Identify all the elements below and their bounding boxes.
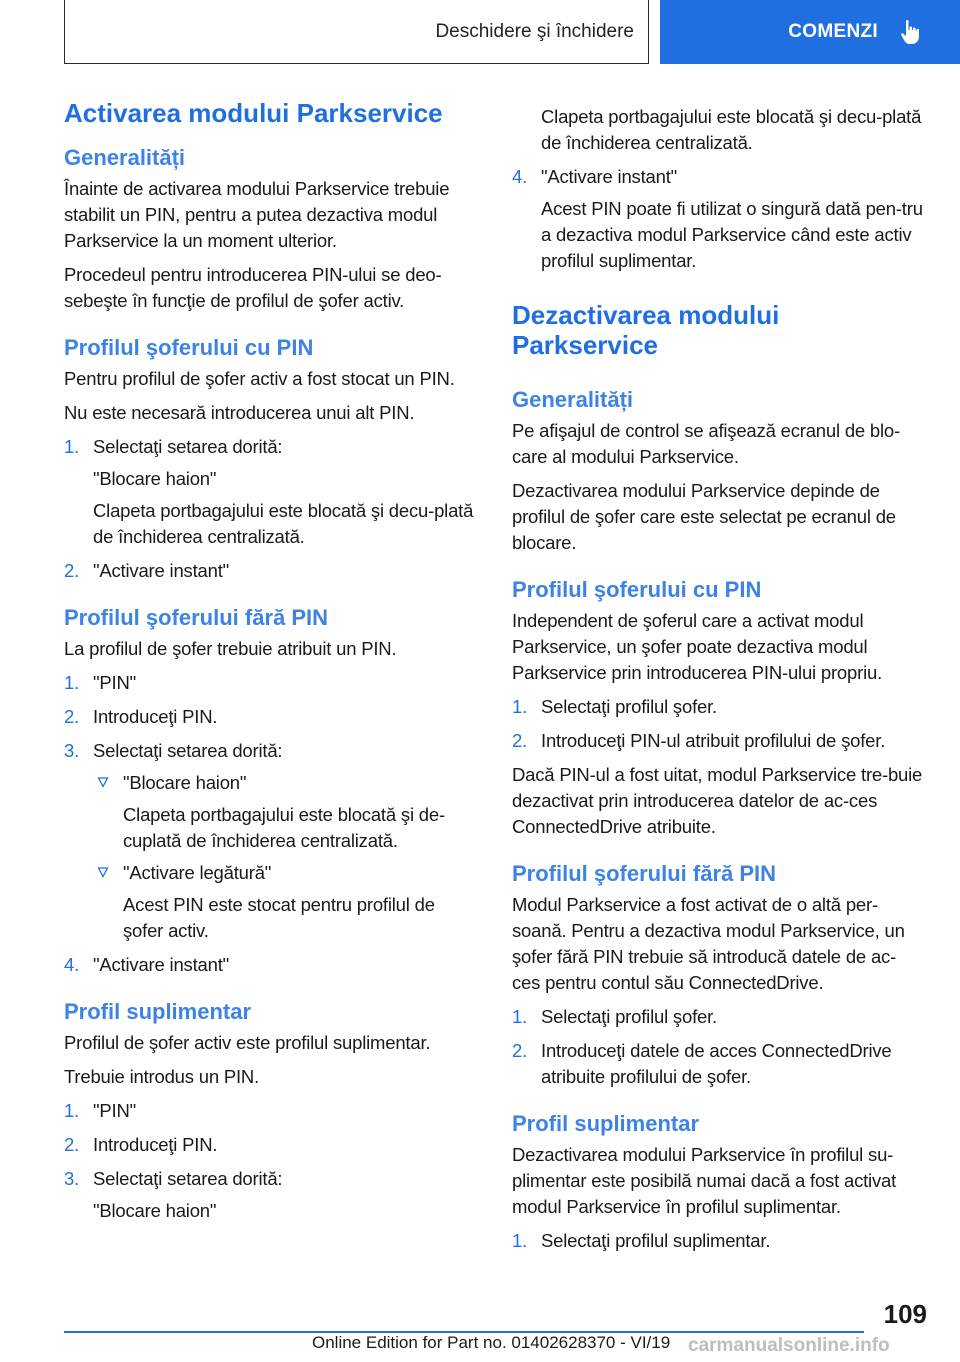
step-number: 1. <box>512 1230 528 1251</box>
step-number: 3. <box>64 740 80 761</box>
paragraph: Trebuie introdus un PIN. <box>64 1066 260 1087</box>
paragraph: Pe afişajul de control se afişează ecranul de blo‐care al modului Parkservice. <box>512 420 900 467</box>
step-number: 2. <box>64 706 80 727</box>
list-item: 2. Introduceţi PIN. <box>64 704 476 730</box>
list-item: 2. Introduceţi PIN. <box>64 1132 476 1158</box>
edition-text: Online Edition for Part no. 01402628370 - VI/19 <box>312 1333 671 1352</box>
paragraph: Înainte de activarea modului Parkservice trebuie stabilit un PIN, pentru a putea dezactiva modul Parkservice la un moment ulterior. <box>64 178 450 251</box>
triangle-bullet-icon <box>97 866 109 878</box>
bullet-item: "Blocare haion" Clapeta portbagajului este blocată şi de‐cuplată de închiderea centralizată. <box>93 770 476 854</box>
hand-pointer-icon <box>900 19 922 45</box>
step-number: 4. <box>64 954 80 975</box>
subheading-driver-without-pin: Profilul şoferului fără PIN <box>64 605 329 630</box>
subheading-additional-profile: Profil suplimentar <box>64 999 252 1024</box>
subheading-general: Generalități <box>512 387 634 412</box>
list-item-continued: Clapeta portbagajului este blocată şi decu‐plată de închiderea centralizată. <box>541 106 922 153</box>
paragraph: Modul Parkservice a fost activat de o altă per‐soană. Pentru a dezactiva modul Parkservice, un şofer fără PIN trebuie să introducă datele de ac‐ces pentru contul său ConnectedDrive. <box>512 894 905 993</box>
step-number: 1. <box>64 436 80 457</box>
subheading-driver-with-pin: Profilul şoferului cu PIN <box>64 335 314 360</box>
list-item: 1. Selectaţi profilul şofer. <box>512 1004 924 1030</box>
step-number: 2. <box>64 560 80 581</box>
left-column <box>64 98 476 1232</box>
section-heading-deactivate: Dezactivarea modului Parkservice <box>512 300 780 360</box>
section-title: Deschidere şi închidere <box>435 20 634 42</box>
list-item: 2. Introduceţi datele de acces ConnectedDrive atribuite profilului de şofer. <box>512 1040 892 1087</box>
list-item: 1. Selectaţi profilul suplimentar. <box>512 1228 924 1254</box>
watermark: carmanualsonline.info <box>688 1335 890 1356</box>
bullet-item: "Activare legătură" Acest PIN este stocat pentru profilul de şofer activ. <box>93 860 476 944</box>
paragraph: Nu este necesară introducerea unui alt PIN. <box>64 402 415 423</box>
step-number: 1. <box>512 1006 528 1027</box>
list-item: 3. Selectaţi setarea dorită: "Blocare haion" Clapeta portbagajului este blocată şi de‐cuplată de închiderea centralizată. "Activare legătură" Acest PIN este stocat pentru profilul de şofer activ. <box>64 738 476 944</box>
paragraph: Dezactivarea modului Parkservice depinde de profilul de şofer care este selectat pe ecranul de blocare. <box>512 480 896 553</box>
list-item: 2. Introduceţi PIN-ul atribuit profilului de şofer. <box>512 728 924 754</box>
step-number: 1. <box>512 696 528 717</box>
list-item: 1. Selectaţi setarea dorită: "Blocare haion" Clapeta portbagajului este blocată şi decu‐plată de închiderea centralizată. <box>64 436 474 547</box>
page-number: 109 <box>883 1299 927 1329</box>
paragraph: Independent de şoferul care a activat modul Parkservice, un şofer poate dezactiva modul Parkservice prin introducerea PIN-ului propriu. <box>512 610 883 683</box>
step-number: 1. <box>64 1100 80 1121</box>
chapter-tab[interactable] <box>660 0 960 64</box>
section-tab[interactable] <box>64 0 649 64</box>
chapter-title: COMENZI <box>788 21 878 42</box>
list-item: 4. "Activare instant" <box>64 952 476 978</box>
step-number: 4. <box>512 166 528 187</box>
subheading-general: Generalități <box>64 145 186 170</box>
subheading-additional-profile: Profil suplimentar <box>512 1111 700 1136</box>
list-item: 3. Selectaţi setarea dorită: "Blocare haion" <box>64 1168 283 1221</box>
right-column <box>512 98 924 1262</box>
paragraph: Dezactivarea modului Parkservice în profilul su‐plimentar este posibilă numai dacă a fost activat modul Parkservice în profilul suplimentar. <box>512 1144 897 1217</box>
step-number: 2. <box>64 1134 80 1155</box>
triangle-bullet-icon <box>97 776 109 788</box>
subheading-driver-without-pin: Profilul şoferului fără PIN <box>512 861 777 886</box>
list-item: 1. "PIN" <box>64 1098 476 1124</box>
paragraph: Pentru profilul de şofer activ a fost stocat un PIN. <box>64 368 455 389</box>
paragraph: Dacă PIN-ul a fost uitat, modul Parkservice tre‐buie dezactivat prin introducerea datelor de ac‐ces ConnectedDrive atribuite. <box>512 764 923 837</box>
list-item: 1. Selectaţi profilul şofer. <box>512 694 924 720</box>
step-number: 2. <box>512 730 528 751</box>
step-number: 2. <box>512 1040 528 1061</box>
subheading-driver-with-pin: Profilul şoferului cu PIN <box>512 577 762 602</box>
paragraph: Procedeul pentru introducerea PIN-ului se deo‐sebeşte în funcţie de profilul de şofer activ. <box>64 264 442 311</box>
section-heading-activate: Activarea modului Parkservice <box>64 98 443 128</box>
list-item: 4. "Activare instant" Acest PIN poate fi utilizat o singură dată pen‐tru a dezactiva modul Parkservice când este activ profilul suplimentar. <box>512 166 923 271</box>
step-number: 3. <box>64 1168 80 1189</box>
page-header <box>0 0 960 66</box>
paragraph: La profilul de şofer trebuie atribuit un PIN. <box>64 638 397 659</box>
paragraph: Profilul de şofer activ este profilul suplimentar. <box>64 1032 431 1053</box>
list-item: 2. "Activare instant" <box>64 558 476 584</box>
step-number: 1. <box>64 672 80 693</box>
list-item: 1. "PIN" <box>64 670 476 696</box>
